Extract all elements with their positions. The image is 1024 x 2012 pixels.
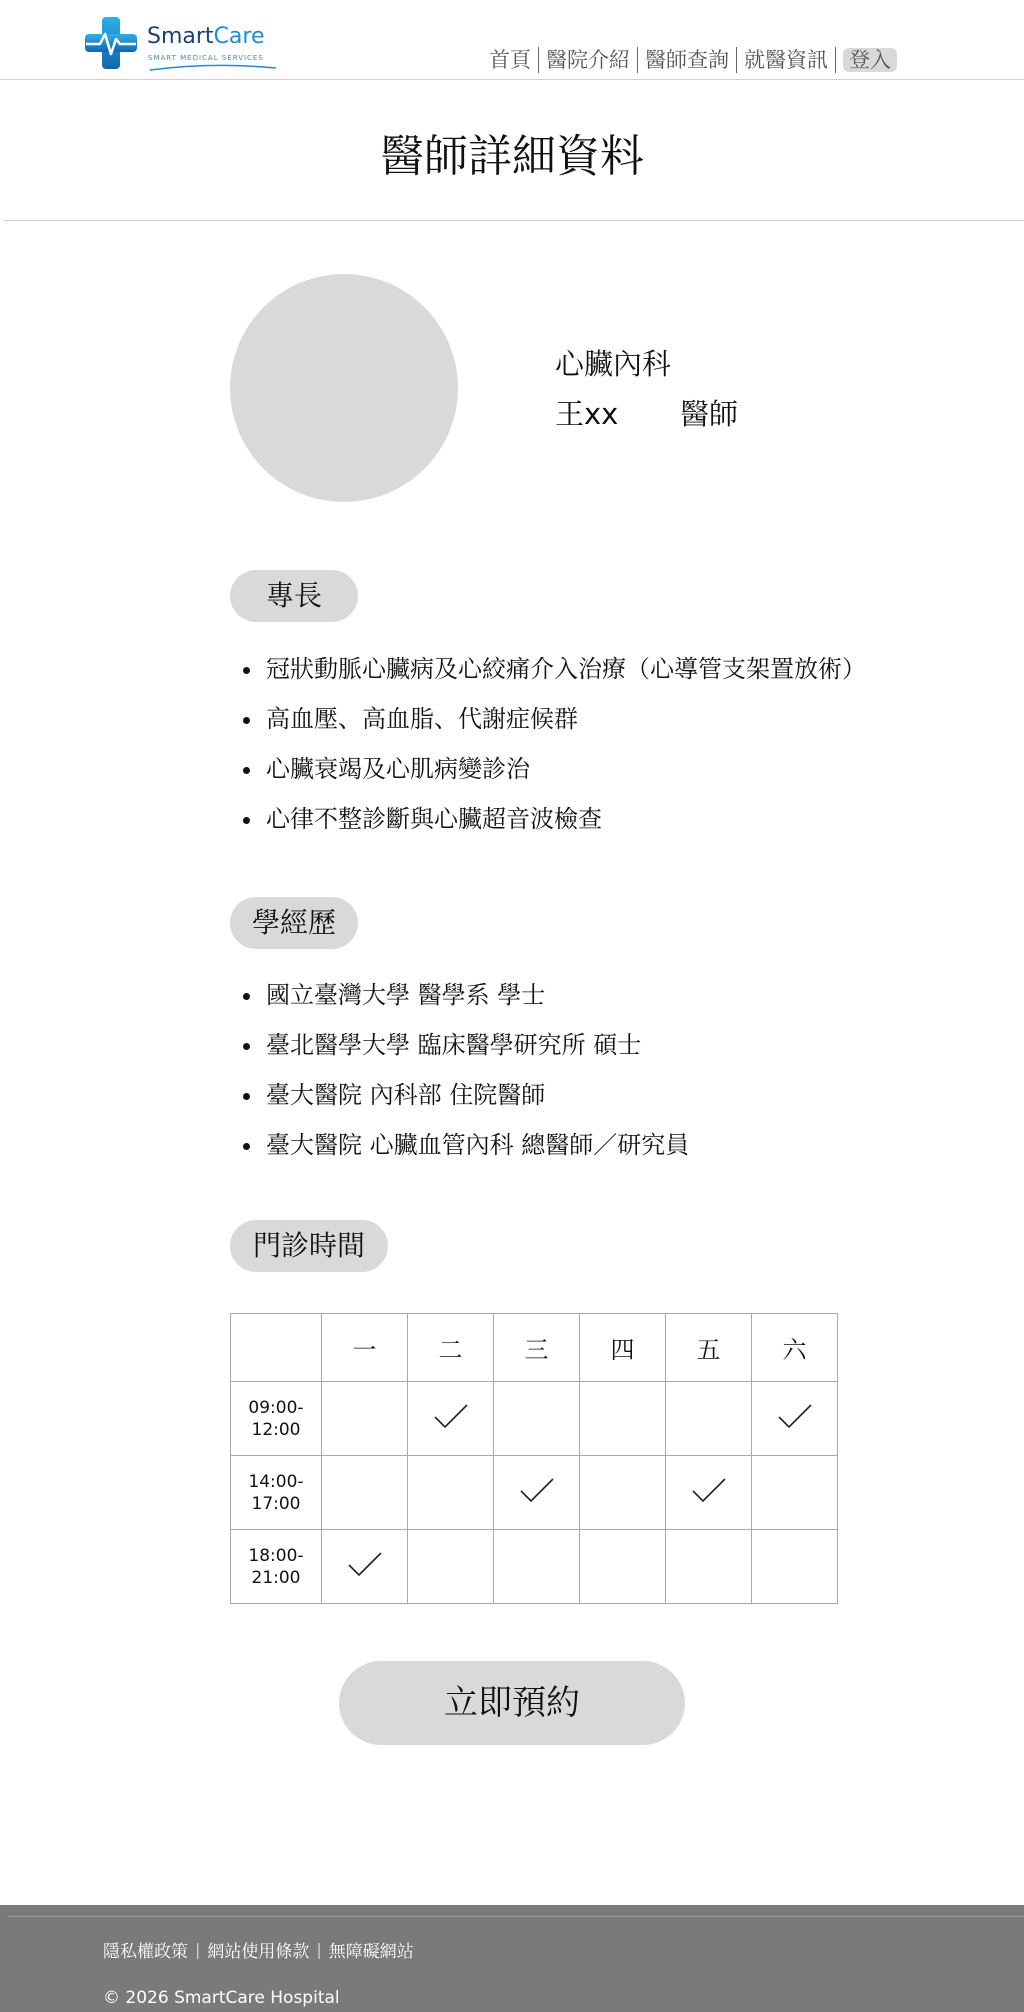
doctor-department: 心臟內科 (555, 347, 672, 381)
checkmark-icon (519, 1477, 555, 1505)
day-header: 六 (752, 1314, 838, 1382)
schedule-cell (580, 1530, 666, 1604)
time-slot-cell (231, 1382, 322, 1456)
clinic-hours-heading: 門診時間 (230, 1220, 388, 1272)
list-item: • 高血壓、高血脂、代謝症候群 (264, 700, 866, 750)
list-item: • 臺大醫院 內科部 住院醫師 (264, 1076, 689, 1126)
schedule-row (231, 1456, 838, 1530)
logo-tagline: SMART MEDICAL SERVICES (148, 54, 264, 62)
time-slot-cell (231, 1456, 322, 1530)
day-header: 三 (494, 1314, 580, 1382)
day-header: 二 (408, 1314, 494, 1382)
schedule-cell (580, 1456, 666, 1530)
page-title: 醫師詳細資料 (380, 131, 644, 182)
doctor-name: 王xx (555, 397, 619, 431)
schedule-cell (666, 1530, 752, 1604)
nav-login-wrap (835, 47, 904, 73)
time-end: 17:00 (251, 1493, 301, 1514)
schedule-corner-cell (231, 1314, 322, 1382)
doctor-avatar (230, 274, 458, 502)
footer-separator: | (316, 1940, 322, 1959)
time-slot-cell (231, 1530, 322, 1604)
list-item: • 國立臺灣大學 醫學系 學士 (264, 976, 689, 1026)
schedule-cell (666, 1382, 752, 1456)
book-appointment-button[interactable]: 立即預約 (339, 1661, 685, 1745)
checkmark-icon (347, 1551, 383, 1579)
schedule-cell (408, 1382, 494, 1456)
logo-swoosh (148, 64, 278, 72)
checkmark-icon (691, 1477, 727, 1505)
schedule-cell (752, 1530, 838, 1604)
nav-doctor-search[interactable]: 醫師查詢 (637, 47, 736, 73)
nav-hospital-intro[interactable]: 醫院介紹 (538, 47, 637, 73)
specialties-list (236, 650, 866, 850)
medical-cross-icon (82, 14, 140, 72)
logo-name-part2: Care (213, 24, 265, 49)
logo-name-part1: Smart (147, 24, 214, 49)
schedule-header-row (231, 1314, 838, 1382)
time-start: 14:00- (248, 1471, 304, 1492)
schedule-cell (494, 1456, 580, 1530)
schedule-cell (322, 1456, 408, 1530)
schedule-row (231, 1382, 838, 1456)
schedule-cell (580, 1382, 666, 1456)
schedule-cell (322, 1530, 408, 1604)
education-list (236, 976, 689, 1176)
schedule-cell (752, 1382, 838, 1456)
doctor-title: 醫師 (680, 397, 739, 431)
schedule-cell (408, 1456, 494, 1530)
list-item: • 心臟衰竭及心肌病變診治 (264, 750, 866, 800)
schedule-cell (322, 1382, 408, 1456)
schedule-cell (408, 1530, 494, 1604)
site-footer (0, 1905, 1024, 2012)
login-button[interactable]: 登入 (843, 48, 897, 72)
schedule-cell (752, 1456, 838, 1530)
footer-divider (8, 1916, 1024, 1917)
main-nav (482, 44, 904, 76)
nav-home[interactable]: 首頁 (489, 48, 531, 72)
day-header: 四 (580, 1314, 666, 1382)
time-start: 09:00- (248, 1397, 304, 1418)
list-item: • 臺大醫院 心臟血管內科 總醫師／研究員 (264, 1126, 689, 1176)
accessibility-link[interactable]: 無障礙網站 (328, 1942, 414, 1962)
time-end: 12:00 (251, 1419, 301, 1440)
schedule-row (231, 1530, 838, 1604)
day-header: 一 (322, 1314, 408, 1382)
logo-wordmark (147, 24, 265, 49)
day-header: 五 (666, 1314, 752, 1382)
checkmark-icon (433, 1403, 469, 1431)
footer-separator: | (195, 1940, 201, 1959)
smartcare-logo[interactable] (82, 14, 282, 74)
specialties-heading: 專長 (230, 570, 358, 622)
list-item: • 心律不整診斷與心臟超音波檢查 (264, 800, 866, 850)
checkmark-icon (777, 1403, 813, 1431)
education-heading: 學經歷 (230, 897, 358, 949)
terms-of-use-link[interactable]: 網站使用條款 (207, 1942, 310, 1962)
schedule-cell (494, 1382, 580, 1456)
clinic-schedule-table (230, 1313, 838, 1604)
nav-medical-info[interactable]: 就醫資訊 (736, 47, 835, 73)
time-start: 18:00- (248, 1545, 304, 1566)
footer-links (103, 1937, 414, 1962)
title-divider (3, 220, 1024, 221)
time-end: 21:00 (251, 1567, 301, 1588)
copyright-text: © 2026 SmartCare Hospital (103, 1988, 340, 2008)
site-header (0, 0, 1024, 80)
list-item: • 冠狀動脈心臟病及心絞痛介入治療（心導管支架置放術） (264, 650, 866, 700)
list-item: • 臺北醫學大學 臨床醫學研究所 碩士 (264, 1026, 689, 1076)
schedule-cell (494, 1530, 580, 1604)
privacy-policy-link[interactable]: 隱私權政策 (103, 1942, 188, 1962)
schedule-cell (666, 1456, 752, 1530)
